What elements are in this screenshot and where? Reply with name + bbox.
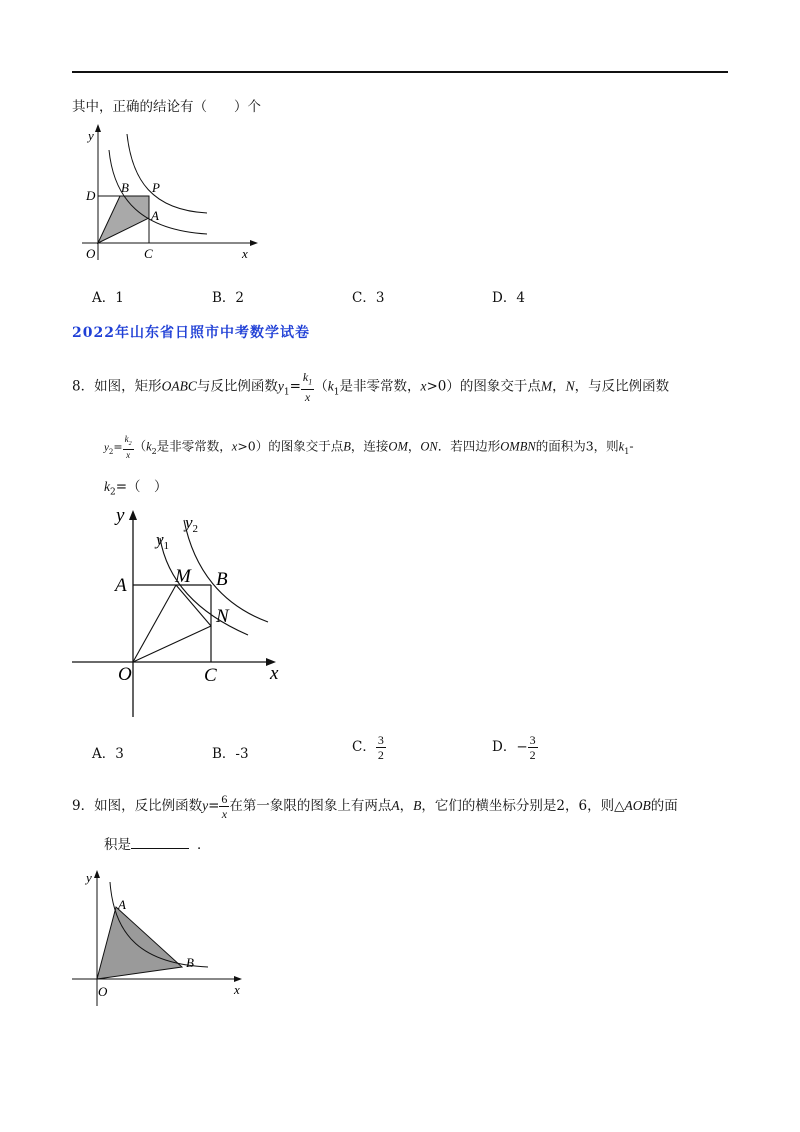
q8-k1b: k <box>618 439 625 454</box>
q9-text: 的面 <box>650 798 678 814</box>
q8-k1-sub: 1 <box>308 377 313 387</box>
q8-k2b: k <box>104 479 110 494</box>
q8-option-b: B．-3 <box>212 746 249 762</box>
q8-label-m: M <box>175 566 191 587</box>
q8-k2: k <box>146 439 152 454</box>
q8-text: 如图，矩形 <box>94 378 162 395</box>
q8-option-c-den: 2 <box>377 748 384 762</box>
q8-line-1 <box>72 370 669 404</box>
q8-b: B <box>343 439 351 454</box>
q8-y1-sub: 1 <box>283 387 290 398</box>
q9-label-a: A <box>118 897 126 912</box>
q8-line-3 <box>104 478 168 502</box>
q8-label-y1-sub: 1 <box>163 540 170 552</box>
q8-number: 8． <box>72 378 95 395</box>
q8-fraction-k2 <box>123 434 134 460</box>
q8-label-y2-main: y <box>185 513 193 532</box>
q8-k1-sub2: 1 <box>333 387 340 398</box>
q9-period: ． <box>197 837 211 853</box>
q9-text: 如图，反比例函数 <box>94 798 203 814</box>
q8-on: ON <box>420 439 438 454</box>
q9-number: 9． <box>72 798 95 814</box>
q9-text: 在第一象限的图象上有两点 <box>229 798 392 814</box>
q8-k2-num: k <box>124 434 129 444</box>
q9-line-2 <box>104 836 211 854</box>
q8-option-c <box>352 733 386 762</box>
q8-option-d <box>492 733 538 762</box>
q8-option-d-sign: − <box>516 739 528 755</box>
q8-om: OM <box>388 439 408 454</box>
q8-text: ，连接 <box>350 438 389 454</box>
q8-label-b: B <box>216 569 228 590</box>
q9-eq: = <box>208 798 220 814</box>
q9-answer-blank[interactable] <box>131 836 189 849</box>
q8-x2: x <box>231 439 238 454</box>
q8-y2-sub: 2 <box>108 447 114 456</box>
q8-rect-name: OABC <box>161 378 197 394</box>
q8-label-n: N <box>216 606 229 627</box>
q8-x: x <box>420 378 427 394</box>
q8-answer-paren: =（ ） <box>115 479 168 495</box>
q8-option-c-num: 3 <box>377 733 384 747</box>
q7-label-o: O <box>86 246 96 261</box>
q8-option-d-num: 3 <box>529 733 536 747</box>
q8-ombn: OMBN <box>500 439 536 454</box>
header-rule <box>72 71 728 73</box>
q8-label-y2-sub: 2 <box>192 523 199 535</box>
q8-text: 是非零常数， <box>156 438 232 454</box>
q8-text: （ <box>133 438 147 454</box>
q8-label-y1-main: y <box>156 530 164 549</box>
q8-option-d-fraction <box>528 733 538 762</box>
q8-m: M <box>540 378 553 394</box>
q8-n: N <box>565 378 575 394</box>
section-title: 2022年山东省日照市中考数学试卷 <box>72 325 310 341</box>
q8-k2b-sub: 2 <box>110 487 116 498</box>
q9-fraction <box>219 792 229 821</box>
q7-conclusion-text: 其中，正确的结论有（ ）个 <box>72 99 261 115</box>
q8-y2: y <box>104 441 109 454</box>
q8-fraction-k1 <box>301 370 314 404</box>
q8-label-a: A <box>115 575 127 596</box>
q8-figure <box>72 505 302 720</box>
q9-aob: AOB <box>624 798 651 813</box>
q8-k1-den: x <box>304 390 311 405</box>
q8-text: 与反比例函数 <box>196 378 278 395</box>
q8-k1-num: k <box>302 370 309 384</box>
q9-label-b: B <box>186 955 194 970</box>
q8-option-d-den: 2 <box>529 748 536 762</box>
q7-label-a: A <box>151 208 159 223</box>
q8-k1b-sub: 1 <box>624 446 630 456</box>
q9-y: y <box>202 798 209 813</box>
q9-b: B <box>413 798 422 813</box>
q8-text: ，与反比例函数 <box>574 378 670 395</box>
q8-option-c-fraction <box>376 733 386 762</box>
q8-text: >0）的图象交于点 <box>426 378 541 395</box>
q8-eq2: = <box>113 440 123 454</box>
q8-label-y2 <box>183 513 198 535</box>
q8-eq: = <box>289 378 301 395</box>
q8-minus: - <box>629 438 634 454</box>
q8-text: （ <box>314 378 328 395</box>
q7-option-c: C．3 <box>352 290 385 306</box>
q9-num: 6 <box>221 792 228 806</box>
q7-option-d: D．4 <box>492 290 525 306</box>
q8-label-x: x <box>270 663 279 684</box>
q8-text: >0）的图象交于点 <box>237 438 344 454</box>
q8-k1: k <box>327 378 334 394</box>
q8-text: ．若四边形 <box>437 438 501 454</box>
q9-text: ，它们的横坐标分别是2，6，则△ <box>421 798 625 814</box>
q8-text: ， <box>552 378 566 395</box>
q7-label-b: B <box>121 180 129 195</box>
q8-label-c: C <box>204 665 217 686</box>
q9-label-x: x <box>234 982 240 997</box>
q9-line-1 <box>72 792 678 821</box>
q7-label-d: D <box>86 188 96 203</box>
q7-label-p: P <box>152 180 160 195</box>
q8-y1: y <box>277 378 284 394</box>
q8-line-2 <box>104 434 634 461</box>
q9-text: ， <box>399 798 414 814</box>
q8-option-c-label: C． <box>352 739 376 755</box>
q8-label-o: O <box>118 664 132 685</box>
q7-label-x: x <box>242 246 248 261</box>
q9-label-o: O <box>98 984 108 999</box>
q8-k2-den: x <box>126 449 131 460</box>
q7-label-y: y <box>88 128 94 143</box>
q9-a: A <box>391 798 400 813</box>
q8-text: ， <box>407 438 421 454</box>
q8-label-y: y <box>116 505 125 526</box>
q9-figure <box>72 866 252 1006</box>
q9-den: x <box>221 807 228 821</box>
q8-text: 是非零常数， <box>339 378 421 395</box>
q8-option-a: A．3 <box>92 746 124 762</box>
q8-option-d-label: D． <box>492 739 517 755</box>
q8-label-y1 <box>154 530 169 552</box>
q7-figure <box>72 120 272 270</box>
q8-text: 的面积为3，则 <box>535 438 619 454</box>
q9-label-y: y <box>86 870 92 885</box>
q8-k2-sub2: 2 <box>151 446 157 456</box>
q9-text: 积是 <box>104 837 131 853</box>
q7-option-a: A．1 <box>92 290 124 306</box>
q8-k2-sub: 2 <box>128 440 132 447</box>
q7-option-b: B．2 <box>212 290 245 306</box>
q7-label-c: C <box>144 246 153 261</box>
